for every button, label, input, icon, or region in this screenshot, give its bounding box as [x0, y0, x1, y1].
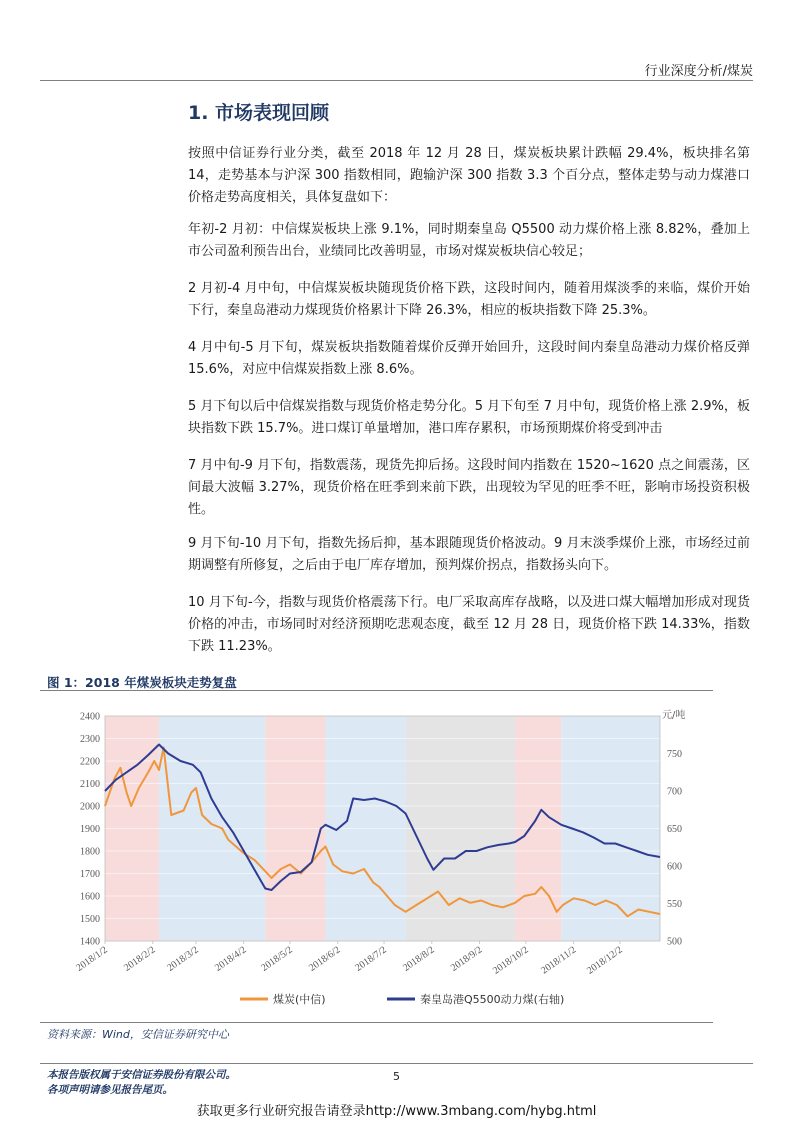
x-tick-label-3: 2018/4/2: [213, 944, 249, 974]
x-tick-label-10: 2018/11/2: [539, 944, 579, 977]
y2-tick-label-3: 650: [667, 824, 682, 835]
y-tick-label-0: 1400: [80, 936, 100, 948]
paragraph-period-4: 5 月下旬以后中信煤炭指数与现货价格走势分化。5 月下旬至 7 月中旬，现货价格上涨 2.9%，板块指数下跌 15.7%。进口煤订单量增加，港口库存累积，市场预期煤价将受到冲击: [188, 399, 750, 436]
y2-tick-label-0: 500: [667, 936, 682, 948]
y-tick-label-8: 2200: [80, 756, 100, 768]
x-tick-label-7: 2018/8/2: [401, 944, 437, 974]
y-tick-label-2: 1600: [80, 891, 100, 903]
y-tick-label-9: 2300: [80, 734, 100, 745]
x-tick-label-5: 2018/6/2: [307, 944, 343, 974]
y-tick-label-1: 1500: [80, 914, 100, 925]
copyright-line-2: 各项声明请参见报告尾页。: [47, 1084, 173, 1096]
x-tick-label-8: 2018/9/2: [448, 944, 485, 974]
header-title: 行业深度分析/煤炭: [644, 64, 753, 79]
coal-trend-chart: [40, 696, 720, 1018]
footer-copyright: [47, 1068, 236, 1098]
y2-tick-label-4: 700: [667, 786, 682, 798]
figure-source: 资料来源：Wind，安信证券研究中心: [47, 1028, 229, 1041]
paragraph-period-5: 7 月中旬-9 月下旬，指数震荡，现货先抑后扬。这段时间内指数在 1520~1620 点之间震荡，区间最大波幅 3.27%，现货价格在旺季到来前下跌，出现较为罕见的旺季不旺，影响市场投资积极性。: [188, 458, 750, 517]
y-tick-label-5: 1900: [80, 824, 100, 835]
copyright-line-1: 本报告版权属于安信证券股份有限公司。: [47, 1069, 236, 1081]
figure-caption: 图 1：2018 年煤炭板块走势复盘: [47, 675, 237, 690]
paragraph-period-7: 10 月下旬-今，指数与现货价格震荡下行。电厂采取高库存战略，以及进口煤大幅增加形成对现货价格的冲击，市场同时对经济预期吃悲观态度，截至 12 月 28 日，现货价格下跌 14.33%，指数下跌 11.23%。: [188, 595, 750, 654]
footer-rule: [40, 1063, 753, 1064]
y-tick-label-4: 1800: [80, 846, 100, 858]
x-tick-label-11: 2018/12/2: [585, 944, 625, 977]
paragraph-overview: 按照中信证券行业分类，截至 2018 年 12 月 28 日，煤炭板块累计跌幅 29.4%，板块排名第 14，走势基本与沪深 300 指数相同，跑输沪深 300 指数 3.3 个百分点，整体走势与动力煤港口价格走势高度相关，具体复盘如下：: [188, 146, 750, 205]
promo-link[interactable]: 获取更多行业研究报告请登录http://www.3mbang.com/hybg.html: [196, 1104, 597, 1119]
section-title: 1. 市场表现回顾: [188, 102, 330, 124]
x-tick-label-9: 2018/10/2: [491, 944, 531, 977]
x-tick-label-0: 2018/1/2: [74, 944, 110, 974]
figure-rule: [40, 690, 713, 691]
x-tick-label-6: 2018/7/2: [353, 944, 389, 974]
page-number: 5: [393, 1070, 400, 1083]
y-tick-label-6: 2000: [80, 801, 100, 813]
y2-axis-label: 元/吨: [662, 710, 686, 721]
y-tick-label-3: 1700: [80, 869, 100, 880]
paragraph-period-6: 9 月下旬-10 月下旬，指数先扬后抑，基本跟随现货价格波动。9 月末淡季煤价上涨，市场经过前期调整有所修复，之后由于电厂库存增加，预判煤价拐点，指数扬头向下。: [188, 536, 750, 573]
legend-label-1: 秦皇岛港Q5500动力煤(右轴): [420, 993, 565, 1006]
x-tick-label-4: 2018/5/2: [259, 944, 295, 974]
x-tick-label-2: 2018/3/2: [165, 944, 201, 974]
y2-tick-label-1: 550: [667, 899, 682, 910]
y2-tick-label-5: 750: [667, 749, 682, 760]
y2-tick-label-2: 600: [667, 861, 682, 873]
paragraph-period-3: 4 月中旬-5 月下旬，煤炭板块指数随着煤价反弹开始回升，这段时间内秦皇岛港动力煤价格反弹 15.6%，对应中信煤炭指数上涨 8.6%。: [188, 340, 750, 377]
x-tick-label-1: 2018/2/2: [122, 944, 158, 974]
paragraph-period-1: 年初-2 月初：中信煤炭板块上涨 9.1%，同时期秦皇岛 Q5500 动力煤价格上涨 8.82%，叠加上市公司盈利预告出台，业绩同比改善明显，市场对煤炭板块信心较足；: [188, 222, 750, 259]
header-rule: [40, 80, 753, 81]
source-rule: [40, 1022, 713, 1023]
y-tick-label-7: 2100: [80, 779, 100, 790]
legend-label-0: 煤炭(中信): [273, 993, 326, 1006]
paragraph-period-2: 2 月初-4 月中旬，中信煤炭板块随现货价格下跌，这段时间内，随着用煤淡季的来临，煤价开始下行，秦皇岛港动力煤现货价格累计下降 26.3%，相应的板块指数下降 25.3%。: [188, 281, 750, 318]
y-tick-label-10: 2400: [80, 711, 100, 723]
